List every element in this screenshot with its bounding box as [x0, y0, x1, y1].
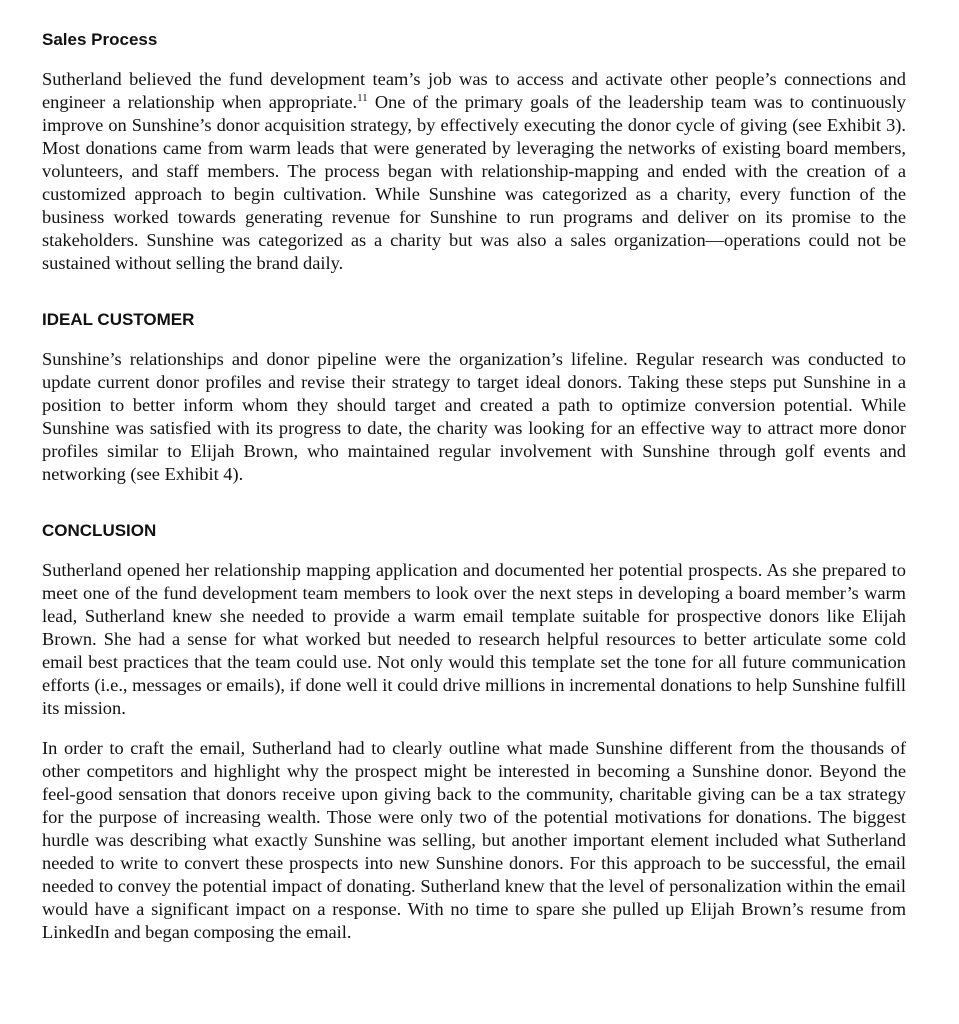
paragraph-conclusion-2: In order to craft the email, Sutherland had to clearly outline what made Sunshine different from the thousands of other competitors and highlight why the prospect might be interested in becoming a Sunshine donor. Beyond the feel-good sensation that donors receive upon giving back to the community, charitable giving can be a tax strategy for the purpose of increasing wealth. Those were only two of the potential motivations for donations. The biggest hurdle was describing what exactly Sunshine was selling, but another important element included what Sutherland needed to write to convert these prospects into new Sunshine donors. For this approach to be successful, the email needed to convey the potential impact of donating. Sutherland knew that the level of personalization within the email would have a significant impact on a response. With no time to spare she pulled up Elijah Brown’s resume from LinkedIn and began composing the email.: [42, 738, 906, 942]
paragraph-text: Sutherland believed the fund development team’s job was to access and activate other people’s connections and engineer a relationship when appropriate.: [42, 69, 906, 112]
footnote-reference: 11: [357, 91, 368, 104]
paragraph-conclusion-1: Sutherland opened her relationship mapping application and documented her potential prospects. As she prepared to meet one of the fund development team members to look over the next steps in developing a board member’s warm lead, Sutherland knew she needed to provide a warm email template suitable for prospective donors like Elijah Brown. She had a sense for what worked but needed to research helpful resources to better articulate some cold email best practices that the team could use. Not only would this template set the tone for all future communication efforts (i.e., messages or emails), if done well it could drive millions in incremental donations to help Sunshine fulfill its mission.: [42, 560, 906, 718]
paragraph-text: One of the primary goals of the leadership team was to continuously improve on Sunshine’s donor acquisition strategy, by effectively executing the donor cycle of giving (see Exhibit 3). Most donations came from warm leads that were generated by leveraging the networks of existing board members, volunteers, and staff members. The process began with relationship-mapping and ended with the creation of a customized approach to begin cultivation. While Sunshine was categorized as a charity, every function of the business worked towards generating revenue for Sunshine to run programs and deliver on its promise to the stakeholders. Sunshine was categorized as a charity but was also a sales organization—operations could not be sustained without selling the brand daily.: [42, 92, 906, 273]
section-heading-sales-process: Sales Process: [42, 30, 158, 49]
section-heading-conclusion: CONCLUSION: [42, 521, 157, 540]
section-ideal-customer: [42, 310, 906, 486]
paragraph-ideal-customer: Sunshine’s relationships and donor pipeline were the organization’s lifeline. Regular research was conducted to update current donor profiles and revise their strategy to target ideal donors. Taking these steps put Sunshine in a position to better inform whom they should target and created a path to optimize conversion potential. While Sunshine was satisfied with its progress to date, the charity was looking for an effective way to attract more donor profiles similar to Elijah Brown, who maintained regular involvement with Sunshine through golf events and networking (see Exhibit 4).: [42, 349, 906, 484]
paragraph-sales-process: [42, 68, 906, 275]
section-sales-process: [42, 30, 906, 275]
section-heading-ideal-customer: IDEAL CUSTOMER: [42, 310, 195, 329]
document-page: [42, 30, 906, 944]
section-conclusion: [42, 521, 906, 944]
